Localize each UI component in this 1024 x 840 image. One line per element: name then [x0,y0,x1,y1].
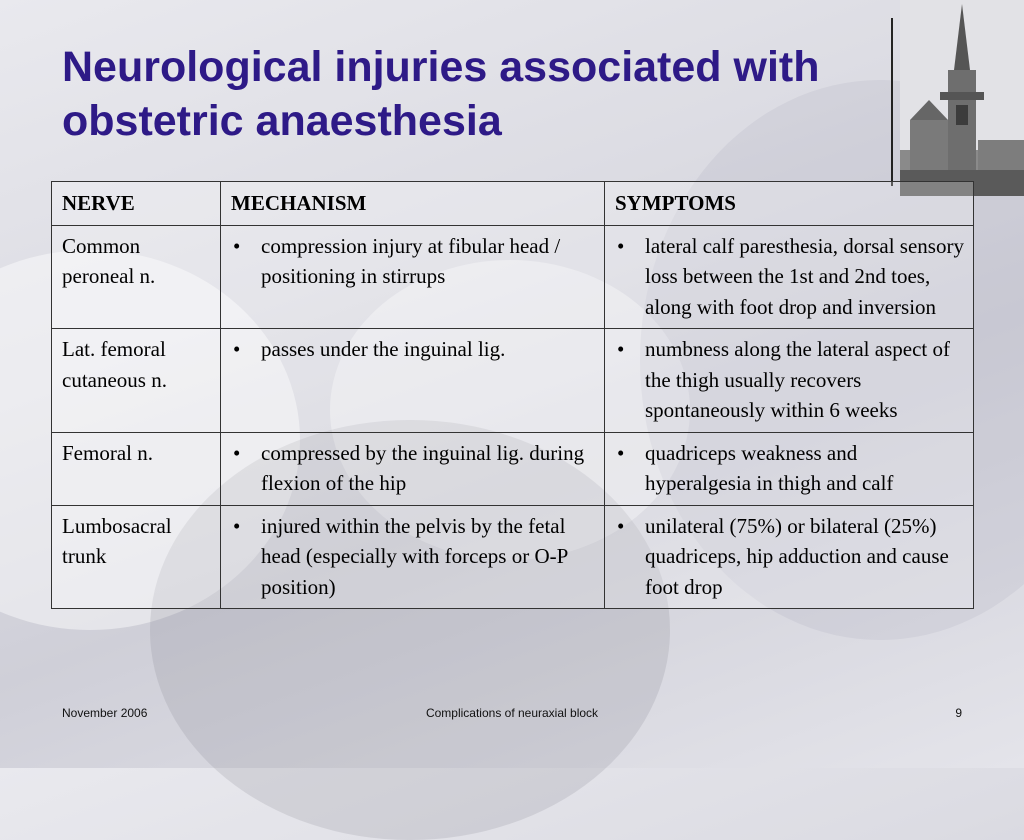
nerve-cell: Common peroneal n. [52,225,221,329]
nerve-cell: Femoral n. [52,432,221,505]
symptoms-cell [605,432,974,505]
table-row [52,329,974,433]
table-row [52,225,974,329]
symptoms-text: lateral calf paresthesia, dorsal sensory loss between the 1st and 2nd toes, along with foot drop and inversion [645,233,964,319]
symptoms-text: unilateral (75%) or bilateral (25%) quadriceps, hip adduction and cause foot drop [645,513,949,599]
bullet: • [233,513,241,538]
symptoms-cell [605,329,974,433]
bullet: • [617,337,625,361]
table-row [52,505,974,609]
mechanism-cell [221,225,605,329]
symptoms-text: quadriceps weakness and hyperalgesia in thigh and calf [645,440,894,495]
footer-page-number: 9 [955,706,962,720]
bullet: • [233,233,241,258]
footer-topic: Complications of neuraxial block [425,706,599,720]
symptoms-cell [605,225,974,329]
bullet: • [233,337,241,361]
mechanism-text: compressed by the inguinal lig. during flexion of the hip [261,440,585,495]
table-header-row [52,182,974,226]
footer-date: November 2006 [62,706,148,720]
symptoms-cell [605,505,974,609]
bullet: • [617,440,625,465]
bullet: • [617,233,625,258]
table-row [52,432,974,505]
vertical-divider [891,18,893,186]
symptoms-text: numbness along the lateral aspect of the thigh usually recovers spontaneously within 6 weeks [645,337,950,422]
header-mechanism: MECHANISM [221,182,605,226]
mechanism-text: passes under the inguinal lig. [261,337,506,361]
nerve-cell: Lumbosacral trunk [52,505,221,609]
mechanism-cell [221,432,605,505]
bullet: • [233,440,241,465]
church-photo [900,0,1024,196]
header-symptoms: SYMPTOMS [605,182,974,226]
mechanism-text: compression injury at fibular head / positioning in stirrups [261,233,561,288]
bullet: • [617,513,625,538]
mechanism-text: injured within the pelvis by the fetal head (especially with forceps or O-P position) [261,513,568,599]
mechanism-cell [221,329,605,433]
slide-title: Neurological injuries associated with obstetric anaesthesia [62,43,820,145]
nerve-injury-table [51,181,974,609]
header-nerve: NERVE [52,182,221,226]
mechanism-cell [221,505,605,609]
nerve-cell: Lat. femoral cutaneous n. [52,329,221,433]
